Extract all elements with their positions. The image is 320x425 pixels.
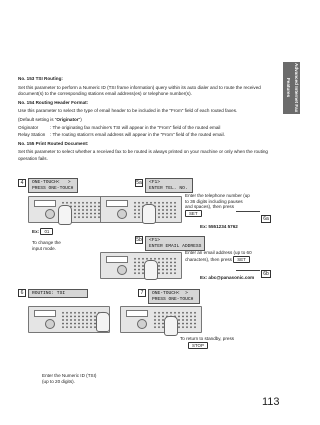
default-value: Originator bbox=[56, 116, 79, 122]
default-suffix: ") bbox=[78, 116, 82, 122]
example-note bbox=[32, 228, 53, 235]
control-panel-illustration bbox=[120, 306, 202, 333]
hand-pointer-icon bbox=[142, 204, 156, 224]
param-153-body: Set this parameter to perform a Numeric ID (TSI frame information) query within its auto dialer and to route the received document(s) to the corresponding stations email address(es) or telephone number(s). bbox=[18, 84, 261, 97]
param-154-default bbox=[18, 117, 278, 124]
param-155-heading: No. 155 Print Routed Document: bbox=[18, 140, 89, 146]
lcd-line-2: ENTER TEL. NO. bbox=[149, 185, 188, 191]
panel-screen bbox=[106, 200, 128, 207]
definition-value: : The originating fax machine's TSI will appear in the "From" field of the routed email bbox=[50, 125, 221, 131]
definition-key: Relay Station bbox=[18, 132, 46, 138]
section-tab bbox=[283, 62, 300, 114]
step-6b-tag: 6b bbox=[261, 270, 271, 278]
standby-text: To return to standby, press bbox=[180, 336, 235, 341]
hand-pointer-icon bbox=[144, 260, 158, 280]
definition-originator bbox=[18, 125, 278, 132]
tel-example bbox=[200, 224, 238, 230]
stop-key-icon: STOP bbox=[188, 342, 208, 349]
definition-relay-station bbox=[18, 132, 278, 139]
set-key-icon: SET bbox=[185, 210, 202, 217]
step-6a-tag: 6a bbox=[261, 215, 271, 223]
control-panel-illustration bbox=[100, 196, 182, 223]
param-155-body: Set this parameter to select whether a received fax to be routed is always printed on your machine or only when the routing operation fails. bbox=[18, 149, 268, 162]
panel-dial bbox=[137, 319, 147, 329]
panel-dial bbox=[117, 209, 127, 219]
section-tab-label: Advanced Internet Fax Features bbox=[286, 63, 299, 113]
definition-key: Originator bbox=[18, 125, 39, 131]
step-5b-badge: 5b bbox=[136, 237, 142, 243]
email-example-text: Ex: abc@panasonic.com bbox=[200, 275, 255, 280]
step-4-badge: 4 bbox=[18, 179, 26, 187]
standby-note bbox=[180, 336, 250, 349]
panel-dial bbox=[45, 319, 55, 329]
step-7-badge: 7 bbox=[138, 289, 146, 297]
step-4-display bbox=[28, 178, 78, 193]
lcd-line-2: PRESS ONE-TOUCH bbox=[152, 296, 194, 302]
tel-example-text: Ex: 5551234 5762 bbox=[200, 224, 238, 229]
step-7-display bbox=[148, 289, 200, 304]
param-154-heading: No. 154 Routing Header Format: bbox=[18, 99, 89, 105]
panel-screen bbox=[106, 256, 128, 263]
tel-instruction-text: Enter the telephone number (up to 36 digits including pauses and spaces), then press bbox=[185, 193, 250, 210]
example-prefix: Ex: bbox=[32, 229, 40, 234]
arrow-line bbox=[236, 270, 260, 271]
lcd-line-1: <F1> bbox=[149, 238, 161, 243]
panel-screen bbox=[126, 310, 148, 317]
definition-value: : The routing station's email address will appear in the "From" field of the routed email. bbox=[50, 132, 225, 138]
hand-pointer-icon bbox=[164, 316, 178, 336]
hand-pointer-icon bbox=[58, 205, 72, 225]
step-5a-display bbox=[145, 178, 193, 193]
control-panel-illustration bbox=[100, 252, 182, 279]
email-instructions bbox=[185, 250, 253, 263]
change-mode-note: To change the input mode. bbox=[32, 240, 61, 251]
default-prefix: (Default setting is " bbox=[18, 116, 57, 122]
step-6-badge: 6 bbox=[18, 289, 26, 297]
email-instruction-text: Enter an email address (up to 60 characters), then press bbox=[185, 250, 252, 262]
arrow-line bbox=[236, 211, 260, 212]
lcd-line-2: ENTER EMAIL ADDRESS bbox=[149, 243, 202, 249]
lcd-line-1: ROUTING: TSI bbox=[32, 291, 66, 296]
set-key-icon: SET bbox=[233, 256, 250, 263]
param-154-body: Use this parameter to select the type of email header to be included in the "From" field of each routed faxes. bbox=[18, 108, 238, 114]
email-example bbox=[200, 275, 254, 281]
panel-dial bbox=[117, 265, 127, 275]
tel-instructions bbox=[185, 193, 251, 217]
step-5a-badge: 5a bbox=[136, 180, 142, 186]
lcd-line-1: ONE-TOUCH< > bbox=[32, 180, 71, 185]
lcd-line-2: PRESS ONE-TOUCH bbox=[32, 185, 74, 191]
one-touch-key-icon: 01 bbox=[40, 228, 53, 235]
param-153-heading: No. 153 TSI Routing: bbox=[18, 76, 63, 81]
panel-dial bbox=[45, 209, 55, 219]
parameter-descriptions bbox=[18, 76, 278, 165]
tsi-note: Enter the Numeric ID (TSI) (up to 20 digits). bbox=[42, 373, 97, 384]
lcd-line-1: ONE-TOUCH< > bbox=[152, 291, 188, 296]
panel-screen bbox=[34, 200, 56, 207]
page-number: 113 bbox=[262, 396, 280, 408]
step-6-display bbox=[28, 289, 88, 298]
panel-screen bbox=[34, 310, 56, 317]
lcd-line-1: <F1> bbox=[149, 180, 161, 185]
hand-pointer-icon bbox=[96, 312, 110, 332]
step-5b-display bbox=[145, 236, 205, 251]
